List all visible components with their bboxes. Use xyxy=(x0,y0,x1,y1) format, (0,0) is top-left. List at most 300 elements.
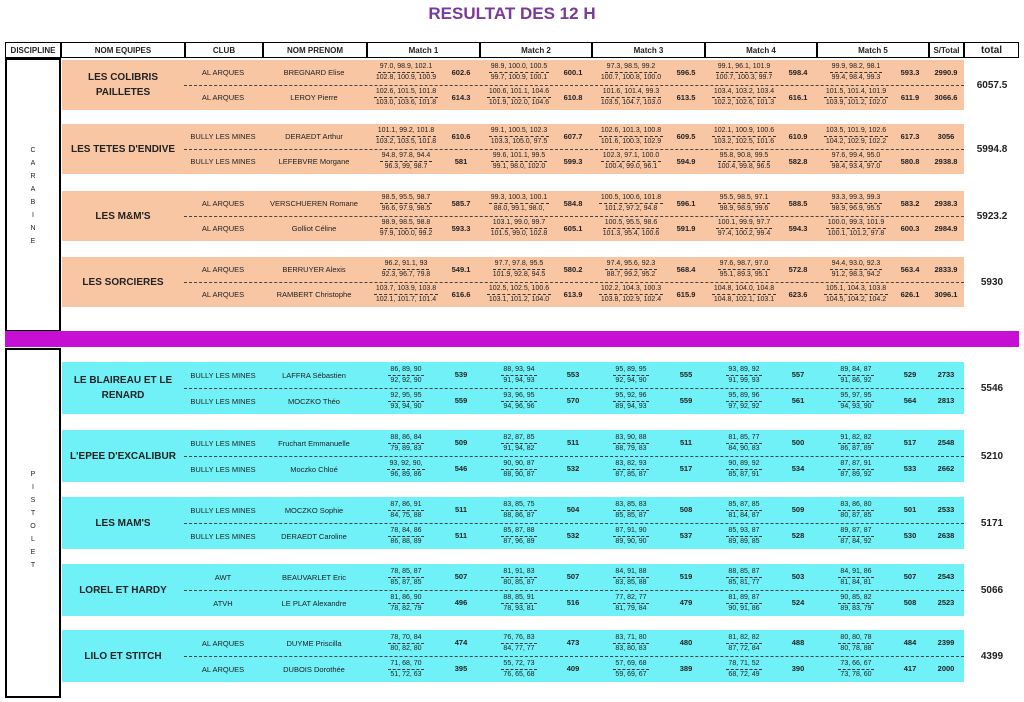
score-line-2: 102.1, 101.7, 101.4 xyxy=(375,296,437,303)
match-scores xyxy=(367,362,445,388)
match-sum: 568.4 xyxy=(676,264,696,274)
match-scores xyxy=(705,216,783,241)
score-line-2: 87, 89, 92 xyxy=(840,470,872,478)
score-line-1: 57, 69, 68 xyxy=(613,659,648,670)
match-sum: 613.5 xyxy=(676,92,696,102)
score-line-2: 96, 89, 86 xyxy=(390,470,422,478)
match-sum: 511 xyxy=(566,438,580,447)
score-line-2: 68, 72, 49 xyxy=(728,670,760,678)
match-scores xyxy=(705,656,783,682)
score-line-1: 88, 86, 84 xyxy=(388,433,423,444)
match-sum: 602.6 xyxy=(451,67,471,77)
score-line-1: 88, 85, 91 xyxy=(501,593,536,604)
player-name: DUBOIS Dorothée xyxy=(283,664,345,674)
match-scores xyxy=(592,60,670,85)
match-scores xyxy=(592,590,670,616)
score-line-1: 97.0, 98.9, 102.1 xyxy=(378,62,435,73)
player-name: RAMBERT Christophe xyxy=(276,290,352,299)
player-club: BULLY LES MINES xyxy=(190,396,256,406)
match-sum: 605.1 xyxy=(563,223,583,233)
score-line-1: 81, 89, 87 xyxy=(726,593,761,604)
score-line-1: 97.7, 97.8, 95.5 xyxy=(493,259,546,270)
header-discipline: DISCIPLINE xyxy=(5,42,61,58)
player-subtotal: 2548 xyxy=(937,438,955,447)
score-line-1: 83, 71, 80 xyxy=(613,633,648,644)
team-total: 5994.8 xyxy=(964,124,1020,174)
player-club: AL ARQUES xyxy=(201,638,245,648)
match-sum: 559 xyxy=(454,396,468,405)
match-sum: 474 xyxy=(454,638,468,647)
team-block xyxy=(62,257,1004,307)
team-name: LES TETES D'ENDIVE xyxy=(70,143,176,155)
player-club: BULLY LES MINES xyxy=(190,157,256,166)
match-sum: 484 xyxy=(903,638,917,647)
player-name: VERSCHUEREN Romane xyxy=(270,199,358,208)
score-line-1: 90, 85, 82 xyxy=(838,593,873,604)
score-line-2: 100.4, 99.8, 96.5 xyxy=(717,163,771,170)
player-club: BULLY LES MINES xyxy=(190,531,256,541)
player-subtotal: 2543 xyxy=(937,572,955,581)
score-line-2: 92, 94, 90 xyxy=(615,376,647,384)
score-line-1: 93, 96, 95 xyxy=(501,391,536,402)
match-scores xyxy=(705,85,783,110)
score-line-1: 78, 70, 84 xyxy=(388,633,423,644)
score-line-2: 80, 78, 88 xyxy=(840,644,872,652)
match-scores xyxy=(480,630,558,656)
match-scores xyxy=(705,456,783,482)
match-scores xyxy=(480,430,558,456)
score-line-1: 71, 68, 70 xyxy=(388,659,423,670)
match-sum: 610.9 xyxy=(788,131,808,141)
score-line-1: 80, 80, 78 xyxy=(838,633,873,644)
score-line-1: 88, 93, 94 xyxy=(501,365,536,376)
match-sum: 539 xyxy=(454,370,468,379)
match-scores xyxy=(480,656,558,682)
score-line-2: 59, 69, 67 xyxy=(615,670,647,678)
match-scores xyxy=(817,388,895,414)
match-sum: 626.1 xyxy=(900,289,920,299)
score-line-2: 97.9, 100.0, 99.2 xyxy=(379,230,433,237)
player-club: BULLY LES MINES xyxy=(190,464,256,474)
player-subtotal: 3096.1 xyxy=(934,289,958,299)
score-line-2: 87, 84, 92 xyxy=(840,537,872,545)
match-sum: 611.9 xyxy=(900,92,920,102)
score-line-2: 51, 72, 63 xyxy=(390,670,422,678)
match-sum: 524 xyxy=(791,598,805,607)
score-line-1: 84, 91, 86 xyxy=(838,567,873,578)
score-line-2: 101.9, 102.0, 104.6 xyxy=(488,99,550,106)
score-line-2: 87, 72, 84 xyxy=(728,644,760,652)
team-block xyxy=(62,362,1004,414)
score-line-2: 91.2, 98.3, 94.2 xyxy=(831,271,881,278)
score-line-1: 87, 87, 91 xyxy=(838,459,873,470)
match-sum: 509 xyxy=(454,438,468,447)
score-line-2: 88, 90, 87 xyxy=(503,470,535,478)
header-club: CLUB xyxy=(185,42,263,58)
score-line-1: 101.5, 101.4, 101.9 xyxy=(824,87,888,98)
match-sum: 559 xyxy=(679,396,693,405)
score-line-2: 103.2, 102.5, 101.6 xyxy=(713,138,775,145)
match-sum: 557 xyxy=(791,370,805,379)
match-sum: 553 xyxy=(566,370,580,379)
score-line-2: 87, 85, 87 xyxy=(615,470,647,478)
score-line-1: 100.5, 100.6, 101.8 xyxy=(599,193,663,204)
score-line-1: 99.6, 101.1, 99.5 xyxy=(491,151,548,162)
header-match-4: Match 4 xyxy=(705,42,817,58)
team-name: LES SORCIERES xyxy=(82,276,164,288)
player-name: LE PLAT Alexandre xyxy=(281,598,347,608)
team-total: 5923.2 xyxy=(964,191,1020,241)
score-line-1: 81, 86, 90 xyxy=(388,593,423,604)
match-scores xyxy=(817,497,895,523)
score-line-1: 102.1, 100.9, 100.6 xyxy=(712,126,776,137)
player-name: DERAEDT Caroline xyxy=(281,531,347,541)
team-name: L'EPEE D'EXCALIBUR xyxy=(70,450,176,462)
score-line-2: 84, 75, 88 xyxy=(390,511,422,519)
match-scores xyxy=(480,282,558,307)
score-line-1: 98.9, 98.5, 98.8 xyxy=(380,218,433,229)
player-club: BULLY LES MINES xyxy=(190,132,256,141)
header-match-2: Match 2 xyxy=(480,42,592,58)
match-sum: 417 xyxy=(903,664,917,673)
score-line-1: 81, 85, 77 xyxy=(726,433,761,444)
score-line-1: 78, 71, 52 xyxy=(726,659,761,670)
match-scores xyxy=(705,590,783,616)
match-sum: 610.6 xyxy=(451,131,471,141)
match-sum: 580.2 xyxy=(563,264,583,274)
match-scores xyxy=(705,124,783,149)
match-sum: 390 xyxy=(791,664,805,673)
score-line-2: 78, 93, 81 xyxy=(503,604,535,612)
score-line-2: 88, 86, 87 xyxy=(503,511,535,519)
score-line-2: 101.3, 95.4, 100.6 xyxy=(602,230,660,237)
discipline-carabine xyxy=(5,58,61,332)
team-block xyxy=(62,497,1004,549)
player-subtotal: 2733 xyxy=(937,370,955,379)
score-line-2: 84, 90, 83 xyxy=(728,444,760,452)
match-sum: 623.6 xyxy=(788,289,808,299)
score-line-2: 100.7, 100.8, 100.0 xyxy=(600,74,662,81)
score-line-1: 81, 82, 82 xyxy=(726,633,761,644)
player-subtotal: 2833.9 xyxy=(934,264,958,274)
player-name: DUYME Priscilla xyxy=(286,638,342,648)
match-sum: 488 xyxy=(791,638,805,647)
player-name: LEFEBVRE Morgane xyxy=(278,157,350,166)
match-sum: 570 xyxy=(566,396,580,405)
player-club: AL ARQUES xyxy=(201,290,245,299)
score-line-2: 103.9, 101.2, 102.0 xyxy=(825,99,887,106)
match-scores xyxy=(705,388,783,414)
score-line-1: 99.1, 96.1, 101.9 xyxy=(716,62,773,73)
player-club: BULLY LES MINES xyxy=(190,370,256,380)
player-subtotal: 3056 xyxy=(937,131,955,141)
match-scores xyxy=(480,456,558,482)
score-line-2: 96.6, 97.9, 98.5 xyxy=(381,205,431,212)
match-scores xyxy=(367,497,445,523)
player-name: BREGNARD Elise xyxy=(283,68,345,77)
score-line-1: 82, 87, 85 xyxy=(501,433,536,444)
match-sum: 507 xyxy=(454,572,468,581)
match-scores xyxy=(367,523,445,549)
team-total: 5171 xyxy=(964,497,1020,549)
player-name: DERAEDT Arthur xyxy=(285,132,343,141)
discipline-pistolet-label: P I S T O L E T xyxy=(30,471,36,569)
match-scores xyxy=(817,656,895,682)
score-line-1: 83, 85, 75 xyxy=(501,500,536,511)
score-line-2: 86, 87, 89 xyxy=(840,444,872,452)
score-line-1: 86, 89, 90 xyxy=(388,365,423,376)
score-line-1: 100.1, 99.9, 97.7 xyxy=(716,218,773,229)
match-scores xyxy=(705,282,783,307)
score-line-1: 95, 89, 95 xyxy=(613,365,648,376)
score-line-1: 97.4, 95.6, 92.3 xyxy=(605,259,658,270)
score-line-2: 85, 81, 77 xyxy=(728,578,760,586)
match-sum: 534 xyxy=(791,464,805,473)
score-line-2: 104.5, 104.2, 104.2 xyxy=(825,296,887,303)
score-line-1: 73, 66, 67 xyxy=(838,659,873,670)
match-scores xyxy=(592,497,670,523)
match-scores xyxy=(367,630,445,656)
discipline-carabine-label: C A R A B I N E xyxy=(30,147,36,245)
team-block xyxy=(62,564,1004,616)
score-line-2: 91, 99, 93 xyxy=(728,376,760,384)
score-line-1: 78, 84, 86 xyxy=(388,526,423,537)
player-subtotal: 2662 xyxy=(937,464,955,473)
match-scores xyxy=(592,630,670,656)
player-subtotal: 2523 xyxy=(937,598,955,607)
score-line-1: 78, 85, 87 xyxy=(388,567,423,578)
score-line-2: 91, 94, 93 xyxy=(503,376,535,384)
match-sum: 480 xyxy=(679,638,693,647)
match-sum: 532 xyxy=(566,531,580,540)
player-club: AL ARQUES xyxy=(201,199,245,208)
match-scores xyxy=(480,388,558,414)
score-line-1: 101.1, 99.2, 101.8 xyxy=(376,126,436,137)
match-scores xyxy=(817,630,895,656)
match-scores xyxy=(480,590,558,616)
score-line-2: 92, 92, 90 xyxy=(390,376,422,384)
score-line-1: 83, 85, 83 xyxy=(613,500,648,511)
score-line-2: 102.2, 102.6, 101.3 xyxy=(713,99,775,106)
player-name: Moczko Chloé xyxy=(290,464,338,474)
discipline-separator xyxy=(5,331,1019,347)
match-scores xyxy=(705,257,783,282)
score-line-1: 83, 82, 93 xyxy=(613,459,648,470)
header-team: NOM EQUIPES xyxy=(61,42,185,58)
score-line-2: 102.8, 100.9, 100.9 xyxy=(375,74,437,81)
match-scores xyxy=(705,191,783,216)
score-line-2: 85, 87, 91 xyxy=(728,470,760,478)
match-sum: 509 xyxy=(791,505,805,514)
player-subtotal: 2938.8 xyxy=(934,156,958,166)
score-line-2: 81, 79, 84 xyxy=(615,604,647,612)
team-name: LE BLAIREAU ET LE RENARD xyxy=(73,375,173,401)
match-sum: 479 xyxy=(679,598,693,607)
match-sum: 583.2 xyxy=(900,198,920,208)
match-scores xyxy=(817,590,895,616)
match-sum: 409 xyxy=(566,664,580,673)
match-sum: 504 xyxy=(566,505,580,514)
score-line-2: 100.7, 100.3, 99.7 xyxy=(715,74,773,81)
score-line-1: 93, 92, 90, xyxy=(387,459,424,470)
match-scores xyxy=(367,656,445,682)
score-line-1: 87, 86, 91 xyxy=(388,500,423,511)
match-sum: 617.3 xyxy=(900,131,920,141)
score-line-2: 91, 86, 92 xyxy=(840,376,872,384)
score-line-1: 99.1, 100.5, 102.3 xyxy=(489,126,549,137)
score-line-2: 101.5, 99.0, 102.8 xyxy=(490,230,548,237)
team-name: LES MAM'S xyxy=(95,517,151,529)
score-line-2: 76, 65, 68 xyxy=(503,670,535,678)
score-line-2: 103.3, 105.0, 97.5 xyxy=(490,138,548,145)
match-sum: 581 xyxy=(454,156,468,166)
match-scores xyxy=(817,191,895,216)
team-total: 6057.5 xyxy=(964,60,1020,110)
header-total: total xyxy=(964,42,1019,58)
match-sum: 561 xyxy=(791,396,805,405)
match-sum: 593.3 xyxy=(900,67,920,77)
match-scores xyxy=(367,191,445,216)
score-line-2: 84, 77, 77 xyxy=(503,644,535,652)
match-sum: 500 xyxy=(791,438,805,447)
score-line-1: 104.8, 104.0, 104.8 xyxy=(712,284,776,295)
score-line-1: 92, 95, 95 xyxy=(388,391,423,402)
match-scores xyxy=(367,430,445,456)
score-line-1: 99.9, 98.2, 98.1 xyxy=(830,62,883,73)
match-scores xyxy=(705,149,783,174)
match-sum: 596.5 xyxy=(676,67,696,77)
score-line-1: 102.6, 101.3, 100.8 xyxy=(599,126,663,137)
match-sum: 532 xyxy=(566,464,580,473)
score-line-2: 104.8, 102.1, 103.1 xyxy=(713,296,775,303)
match-scores xyxy=(480,523,558,549)
player-name: LAFFRA Sébastien xyxy=(282,370,346,380)
header-subtotal: S/Total xyxy=(929,42,964,58)
player-subtotal: 2000 xyxy=(937,664,955,673)
match-sum: 600.1 xyxy=(563,67,583,77)
player-name: MOCZKO Théo xyxy=(288,396,340,406)
match-scores xyxy=(367,60,445,85)
score-line-2: 101.2, 97.2, 94.8 xyxy=(604,205,658,212)
score-line-1: 96.2, 91.1, 93 xyxy=(383,259,430,270)
score-line-2: 80, 82, 80 xyxy=(390,644,422,652)
match-scores xyxy=(592,124,670,149)
score-line-2: 103.5, 104.7, 103.0 xyxy=(600,99,662,106)
match-sum: 511 xyxy=(679,438,693,447)
match-sum: 596.1 xyxy=(676,198,696,208)
match-scores xyxy=(367,216,445,241)
match-sum: 598.4 xyxy=(788,67,808,77)
score-line-1: 102.2, 104.3, 100.3 xyxy=(599,284,663,295)
match-sum: 501 xyxy=(903,505,917,514)
match-sum: 503 xyxy=(791,572,805,581)
match-scores xyxy=(592,523,670,549)
match-sum: 580.8 xyxy=(900,156,920,166)
score-line-2: 99.1, 98.0, 102.0 xyxy=(492,163,546,170)
score-line-2: 99.7, 100.9, 100.1 xyxy=(490,74,548,81)
score-line-1: 76, 76, 83 xyxy=(501,633,536,644)
match-sum: 588.5 xyxy=(788,198,808,208)
header-match-3: Match 3 xyxy=(592,42,705,58)
score-line-2: 93, 94, 90 xyxy=(390,402,422,410)
player-club: ATVH xyxy=(213,598,233,608)
score-line-2: 85, 85, 87 xyxy=(615,511,647,519)
team-name: LES COLIBRIS PAILLETES xyxy=(87,72,158,98)
match-sum: 572.8 xyxy=(788,264,808,274)
match-scores xyxy=(367,257,445,282)
match-scores xyxy=(367,388,445,414)
score-line-2: 100.4, 99.0, 96.1 xyxy=(604,163,658,170)
player-name: BERRUYER Alexis xyxy=(282,265,346,274)
match-scores xyxy=(367,282,445,307)
score-line-2: 87, 96, 89 xyxy=(503,537,535,545)
score-line-1: 85, 87, 85 xyxy=(726,500,761,511)
score-line-2: 99.4, 98.4, 99.3 xyxy=(831,74,881,81)
match-sum: 564 xyxy=(903,396,917,405)
match-sum: 519 xyxy=(679,572,693,581)
team-name: LILO ET STITCH xyxy=(84,650,162,662)
score-line-2: 89, 94, 93 xyxy=(615,402,647,410)
match-sum: 594.9 xyxy=(676,156,696,166)
header-match-5: Match 5 xyxy=(817,42,929,58)
match-sum: 389 xyxy=(679,664,693,673)
match-sum: 546 xyxy=(454,464,468,473)
match-sum: 613.9 xyxy=(563,289,583,299)
score-line-2: 80, 85, 87 xyxy=(503,578,535,586)
match-scores xyxy=(480,362,558,388)
match-sum: 615.9 xyxy=(676,289,696,299)
score-line-2: 89, 90, 90 xyxy=(615,537,647,545)
score-line-2: 95.1, 89.3, 95.1 xyxy=(719,271,769,278)
player-club: AL ARQUES xyxy=(201,224,245,233)
match-scores xyxy=(367,456,445,482)
player-club: BULLY LES MINES xyxy=(190,438,256,448)
score-line-1: 95.8, 90.8, 99.5 xyxy=(718,151,771,162)
match-scores xyxy=(480,216,558,241)
score-line-2: 85, 87, 85 xyxy=(390,578,422,586)
score-line-1: 88, 85, 87 xyxy=(726,567,761,578)
match-sum: 607.7 xyxy=(563,131,583,141)
score-line-2: 96.3, 99, 98.7 xyxy=(384,163,428,170)
score-line-2: 79, 89, 83 xyxy=(390,444,422,452)
score-line-1: 103.5, 101.9, 102.6 xyxy=(824,126,888,137)
score-line-2: 88.7, 99.2, 95.2 xyxy=(606,271,656,278)
match-sum: 600.3 xyxy=(900,223,920,233)
score-line-1: 97.3, 98.5, 99.2 xyxy=(605,62,658,73)
match-scores xyxy=(592,257,670,282)
score-line-2: 98.9, 98.9, 99.6 xyxy=(719,205,769,212)
match-sum: 508 xyxy=(903,598,917,607)
player-club: AL ARQUES xyxy=(201,664,245,674)
match-scores xyxy=(592,149,670,174)
score-line-1: 81, 91, 83 xyxy=(501,567,536,578)
score-line-2: 104.2, 102.9, 102.2 xyxy=(825,138,887,145)
match-sum: 593.3 xyxy=(451,223,471,233)
match-scores xyxy=(817,124,895,149)
match-sum: 616.6 xyxy=(451,289,471,299)
score-line-2: 103.0, 103.6, 101.8 xyxy=(375,99,437,106)
match-scores xyxy=(705,630,783,656)
score-line-2: 78, 82, 79 xyxy=(390,604,422,612)
player-subtotal: 2533 xyxy=(937,505,955,514)
player-subtotal: 2984.9 xyxy=(934,223,958,233)
score-line-2: 97.4, 100.2, 99.4 xyxy=(717,230,771,237)
match-sum: 395 xyxy=(454,664,468,673)
player-club: AL ARQUES xyxy=(201,265,245,274)
score-line-1: 84, 91, 88 xyxy=(613,567,648,578)
match-sum: 529 xyxy=(903,370,917,379)
score-line-1: 97.6, 98.7, 97.0 xyxy=(718,259,771,270)
